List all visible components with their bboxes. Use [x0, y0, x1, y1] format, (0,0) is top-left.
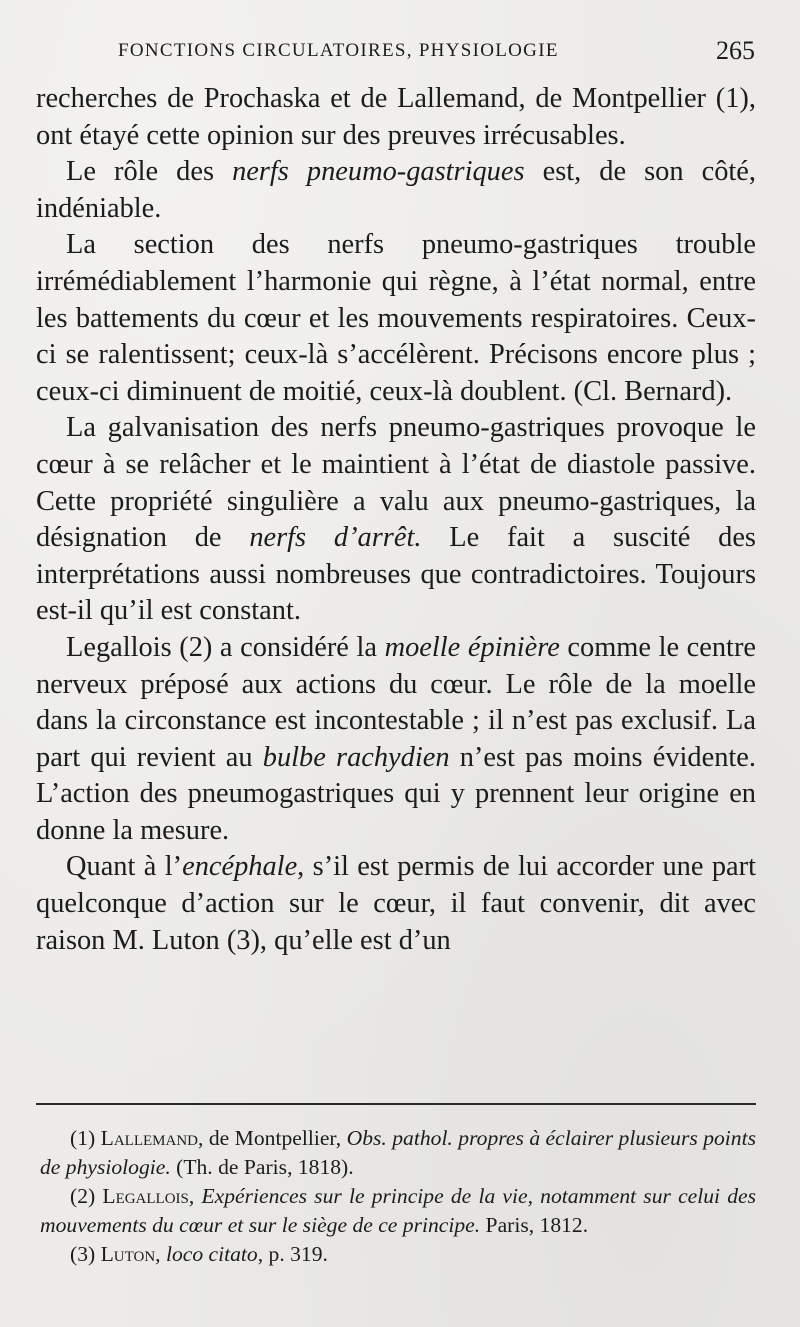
footnote-text: , de Montpellier,: [198, 1126, 347, 1150]
paragraph-text: recherches de Prochaska et de Lallemand, de Montpellier (1), ont étayé cette opinion sur des preuves irrécusables.: [36, 83, 756, 151]
footnote-title: Expériences sur le principe de la vie, notamment sur celui des mouvements du cœur et sur le siège de ce principe.: [40, 1184, 757, 1237]
paragraph-text: n’est pas moins évidente. L’action des pneumogastriques qui y prennent leur origine en donne la mesure.: [36, 741, 756, 846]
footnote-author: Legallois: [102, 1184, 189, 1208]
paragraph: [36, 849, 756, 959]
footnote-text: ,: [188, 1184, 202, 1208]
paragraph: [36, 410, 756, 630]
body-text: [36, 81, 756, 959]
italic-term: nerfs pneumo-gastriques: [232, 156, 525, 188]
footnote-separator: [36, 1103, 756, 1105]
footnote-number: (2): [70, 1184, 103, 1208]
italic-term: bulbe rachydien: [262, 741, 450, 773]
footnote-text: Paris, 1812.: [480, 1213, 589, 1237]
paragraph: [36, 227, 756, 410]
paragraph-text: Legallois (2) a considéré la: [66, 631, 385, 663]
footnote-text: (Th. de Paris, 1818).: [170, 1155, 354, 1179]
footnote-title: Obs. pathol. propres à éclairer plusieurs points de physiologie.: [40, 1126, 756, 1179]
footnote: [40, 1182, 756, 1240]
paragraph-text: Le fait a suscité des interprétations aussi nombreuses que contradictoires. Toujours est-il qu’il est constant.: [36, 522, 756, 627]
footnote: [40, 1240, 756, 1269]
footnote-number: (3): [70, 1242, 101, 1266]
footnote: [40, 1124, 756, 1182]
paragraph-text: est, de son côté, indéniable.: [36, 156, 756, 224]
paragraph-text: La galvanisation des nerfs pneumo-gastriques provoque le cœur à se relâcher et le maintient à l’état de diastole passive. Cette propriété singulière a valu aux pneumo-gastriques, la désignation de: [36, 412, 756, 554]
paragraph-text: Le rôle des: [66, 156, 233, 188]
italic-term: encéphale: [182, 851, 298, 883]
footnote-title: loco citato: [165, 1242, 258, 1266]
paragraph-text: Quant à l’: [66, 851, 183, 883]
paragraph-text: La section des nerfs pneumo-gastriques trouble irrémédiablement l’harmonie qui règne, à l’état normal, entre les battements du cœur et les mouvements respiratoires. Ceux-ci se ralentissent; ceux-là s’accélèrent. Précisons encore plus ; ceux-ci diminuent de moitié, ceux-là doublent. (Cl. Bernard).: [36, 229, 756, 407]
running-title: FONCTIONS CIRCULATOIRES, PHYSIOLOGIE: [118, 40, 559, 61]
italic-term: moelle épinière: [384, 631, 560, 663]
footnote-text: ,: [155, 1242, 166, 1266]
page-number: 265: [716, 36, 755, 65]
paragraph: [36, 81, 756, 154]
footnote-text: , p. 319.: [257, 1242, 328, 1266]
footnote-number: (1): [70, 1126, 101, 1150]
paragraph: [36, 154, 756, 227]
footnote-author: Luton: [100, 1242, 156, 1266]
paragraph: [36, 630, 756, 850]
italic-term: nerfs d’arrêt.: [249, 522, 422, 554]
paragraph-text: , s’il est permis de lui accorder une part quelconque d’action sur le cœur, il faut convenir, dit avec raison M. Luton (3), qu’elle est d’un: [36, 851, 756, 956]
footnote-author: Lallemand: [100, 1126, 198, 1150]
page-header: [118, 36, 755, 66]
paragraph-text: comme le centre nerveux préposé aux actions du cœur. Le rôle de la moelle dans la circonstance est incontestable ; il n’est pas exclusif. La part qui revient au: [36, 631, 756, 773]
footnotes: [40, 1124, 756, 1269]
